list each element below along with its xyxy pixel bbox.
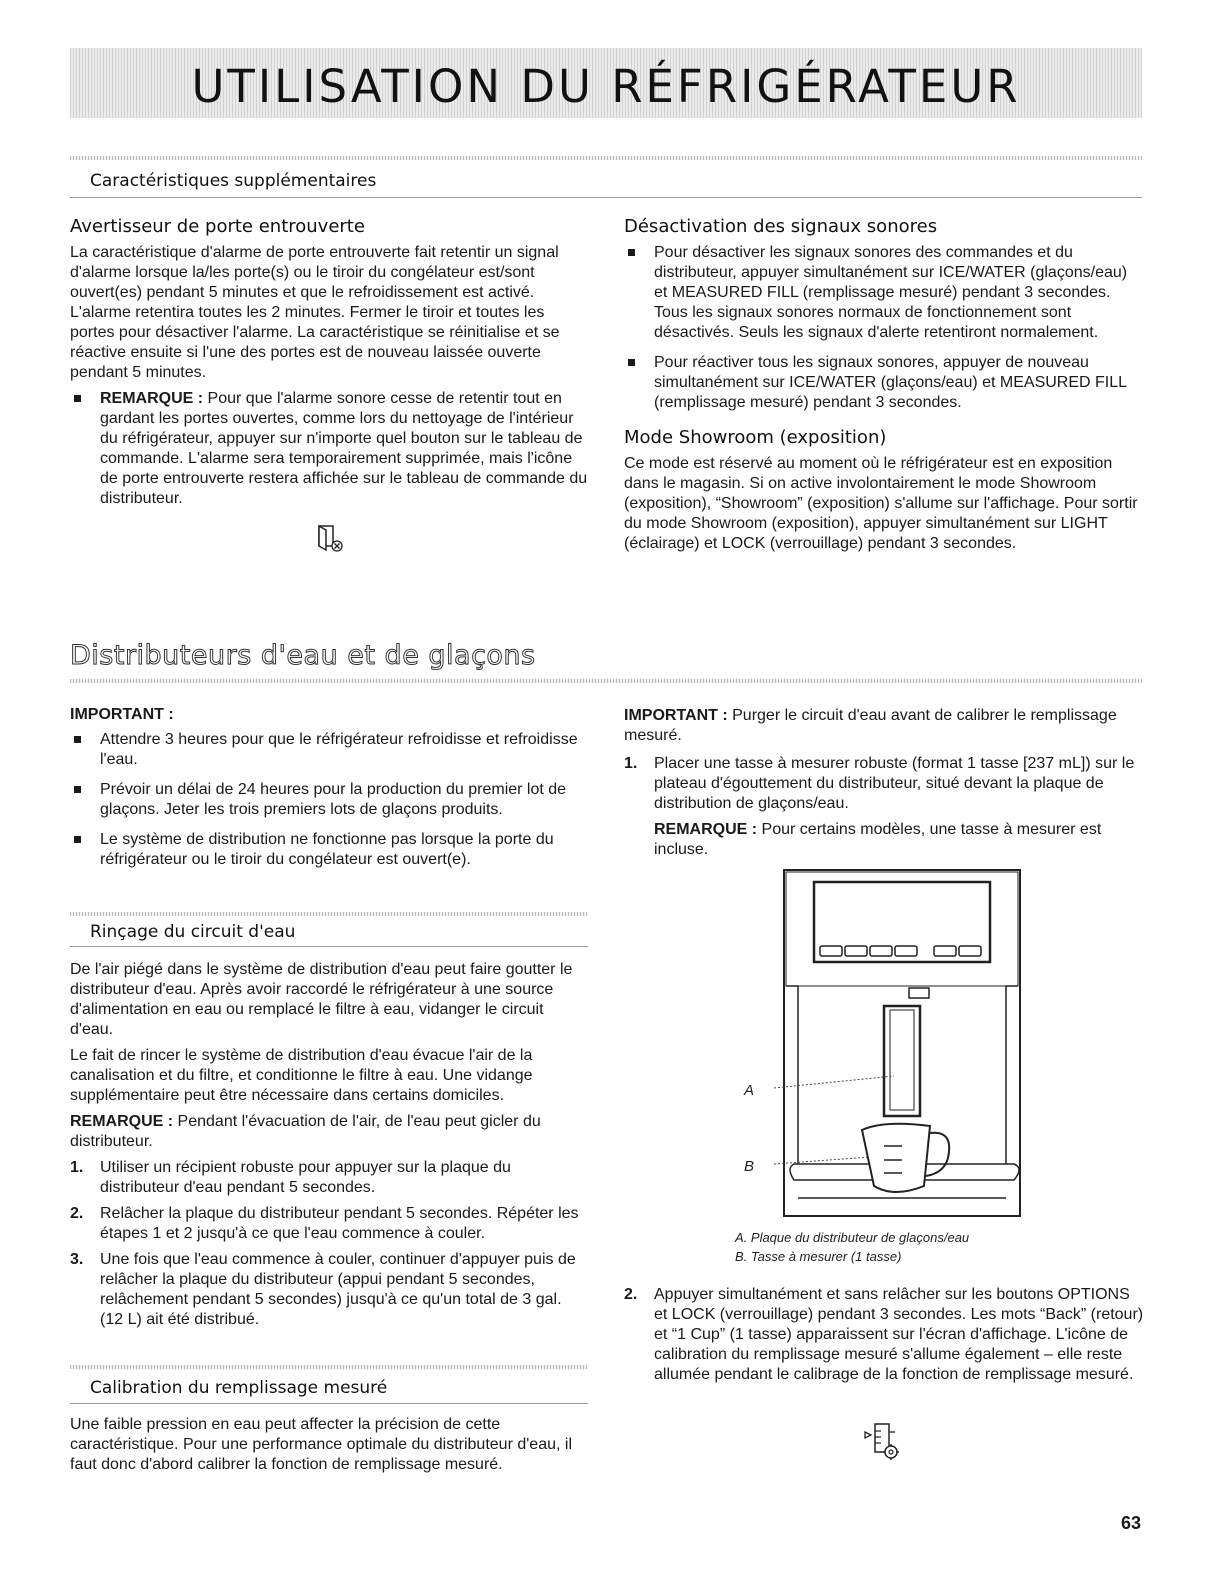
section-rule-bottom: [70, 197, 1142, 198]
rinse-title: Rinçage du circuit d'eau: [90, 922, 296, 942]
important-block: [70, 706, 588, 880]
door-alarm-heading: Avertisseur de porte entrouverte: [70, 216, 365, 237]
sounds-off-bullet-2: Pour réactiver tous les signaux sonores, appuyer de nouveau simultanément sur ICE/WATER (glaçons/eau) et MEASURED FILL (remplissage mesuré) pendant 3 secondes.: [624, 353, 1144, 413]
note-text: Pour que l'alarme sonore cesse de retentir tout en gardant les portes ouvertes, comme lors du nettoyage de l'intérieur du réfrigérateur, appuyer sur n'importe quel bouton sur le tableau de commande. L'alarme sera temporairement supprimée, mais l'icône de porte entrouverte restera affichée sur le tableau de commande du distributeur.: [100, 390, 588, 507]
sounds-off-heading: Désactivation des signaux sonores: [624, 216, 938, 237]
rinse-note-text: Pendant l'évacuation de l'air, de l'eau peut gicler du distributeur.: [70, 1113, 541, 1150]
note-label: REMARQUE :: [100, 390, 204, 407]
rinse-note: [70, 1112, 588, 1152]
rinse-step-3: 3. Une fois que l'eau commence à couler, continuer d'appuyer puis de relâcher la plaque du distributeur (appui pendant 5 secondes, relâchement pendant 5 secondes) jusqu'à ce qu'un total de 3 gal. (12 L) ait été distribué.: [70, 1251, 576, 1328]
important-bullet-2: Prévoir un délai de 24 heures pour la production du premier lot de glaçons. Jeter les trois premiers lots de glaçons produits.: [70, 780, 588, 820]
page-title: UTILISATION DU RÉFRIGÉRATEUR: [191, 60, 1021, 113]
calibration-step-1: 1. Placer une tasse à mesurer robuste (format 1 tasse [237 mL]) sur le plateau d'égouttement du distributeur, situé devant la plaque de distribution de glaçons/eau.: [624, 755, 1135, 812]
calibration-step-2: 2. Appuyer simultanément et sans relâcher sur les boutons OPTIONS et LOCK (verrouillage) pendant 3 secondes. Les mots “Back” (retour) et “1 Cup” (1 tasse) apparaissent sur l'écran d'affichage. L'icône de calibration du remplissage mesuré s'allume également – elle reste allumée pendant le calibrage de la fonction de remplissage mesuré.: [624, 1286, 1144, 1383]
figure-label-a: A: [744, 1082, 755, 1099]
door-alarm-block: [70, 216, 590, 519]
figure-caption-a: A. Plaque du distributeur de glaçons/eau: [735, 1230, 970, 1245]
rinse-rule-bottom: [70, 946, 588, 947]
calibration-important-text: Purger le circuit d'eau avant de calibrer le remplissage mesuré.: [624, 707, 1117, 744]
title-banner: [70, 48, 1142, 118]
calibration-rule-bottom: [70, 1403, 588, 1404]
door-alarm-note: [70, 389, 590, 509]
dispenser-section-title: Distributeurs d'eau et de glaçons: [70, 640, 536, 671]
dispenser-section-rule: [70, 679, 1142, 683]
calibration-step-1-note-text: Pour certains modèles, une tasse à mesurer est incluse.: [654, 821, 1102, 858]
important-heading: IMPORTANT :: [70, 706, 174, 723]
calibration-rule-top: [70, 1365, 588, 1369]
section-title: Caractéristiques supplémentaires: [90, 171, 377, 191]
important-bullet-1: Attendre 3 heures pour que le réfrigérateur refroidisse et refroidisse l'eau.: [70, 730, 588, 770]
dispenser-illustration: [734, 868, 1030, 1218]
sounds-off-bullet-1: Pour désactiver les signaux sonores des commandes et du distributeur, appuyer simultanément sur ICE/WATER (glaçons/eau) et MEASURED FILL (remplissage mesuré) pendant 3 secondes. Tous les signaux sonores normaux de fonctionnement sont désactivés. Seuls les signaux d'alerte retentiront normalement.: [624, 243, 1144, 343]
calibration-block-right: [624, 706, 1144, 860]
calibration-step-1-note: [624, 820, 1144, 860]
figure-label-b: B: [744, 1158, 755, 1175]
rinse-paragraph-1: De l'air piégé dans le système de distribution d'eau peut faire goutter le distributeur d'eau. Après avoir raccordé le réfrigérateur à une source d'alimentation en eau ou remplacé le filtre à eau, vidanger le circuit d'eau.: [70, 961, 573, 1038]
showroom-body: Ce mode est réservé au moment où le réfrigérateur est en exposition dans le magasin. Si on active involontairement le mode Showroom (exposition), “Showroom” (exposition) s'allume sur l'affichage. Pour sortir du mode Showroom (exposition), appuyer simultanément sur LIGHT (éclairage) et LOCK (verrouillage) pendant 3 secondes.: [624, 455, 1138, 552]
calibration-block-left: [70, 1415, 588, 1481]
door-alarm-body: La caractéristique d'alarme de porte entrouverte fait retentir un signal d'alarme lorsque la/les porte(s) ou le tiroir du congélateur est/sont ouvert(es) pendant 5 minutes et que le refroidissement est activé. L'alarme retentira toutes les 2 minutes. Fermer le tiroir et toutes les portes pour désactiver l'alarme. La caractéristique se réinitialise et se réactive ensuite si l'une des portes est de nouveau laissée ouverte pendant 5 minutes.: [70, 244, 560, 381]
calibration-important-label: IMPORTANT :: [624, 707, 728, 724]
figure-caption-b: B. Tasse à mesurer (1 tasse): [735, 1249, 902, 1264]
calibration-important: [624, 706, 1144, 746]
page-number: 63: [1120, 1513, 1141, 1533]
calibration-step-2-block: [624, 1285, 1144, 1391]
measured-fill-calibration-icon: [863, 1422, 903, 1462]
sounds-off-block: [624, 216, 1144, 560]
calibration-title: Calibration du remplissage mesuré: [90, 1378, 388, 1398]
rinse-step-2: 2. Relâcher la plaque du distributeur pendant 5 secondes. Répéter les étapes 1 et 2 jusqu'à ce que l'eau commence à couler.: [70, 1205, 579, 1242]
rinse-note-label: REMARQUE :: [70, 1113, 174, 1130]
showroom-heading: Mode Showroom (exposition): [624, 427, 887, 448]
rinse-paragraph-2: Le fait de rincer le système de distribution d'eau évacue l'air de la canalisation et du filtre, et conditionne le filtre à eau. Une vidange supplémentaire peut être nécessaire dans certains domiciles.: [70, 1047, 533, 1104]
rinse-step-1: 1. Utiliser un récipient robuste pour appuyer sur la plaque du distributeur d'eau pendant 5 secondes.: [70, 1159, 511, 1196]
section-rule-top: [70, 156, 1142, 160]
calibration-body: Une faible pression en eau peut affecter la précision de cette caractéristique. Pour une performance optimale du distributeur d'eau, il faut donc d'abord calibrer la fonction de remplissage mesuré.: [70, 1416, 572, 1473]
door-ajar-icon: [316, 523, 346, 553]
important-bullet-3: Le système de distribution ne fonctionne pas lorsque la porte du réfrigérateur ou le tiroir du congélateur est ouvert(e).: [70, 830, 588, 870]
rinse-rule-top: [70, 912, 588, 916]
calibration-step-1-note-label: REMARQUE :: [654, 821, 758, 838]
rinse-block: [70, 960, 588, 1336]
dispenser-display-screen: [814, 882, 990, 962]
